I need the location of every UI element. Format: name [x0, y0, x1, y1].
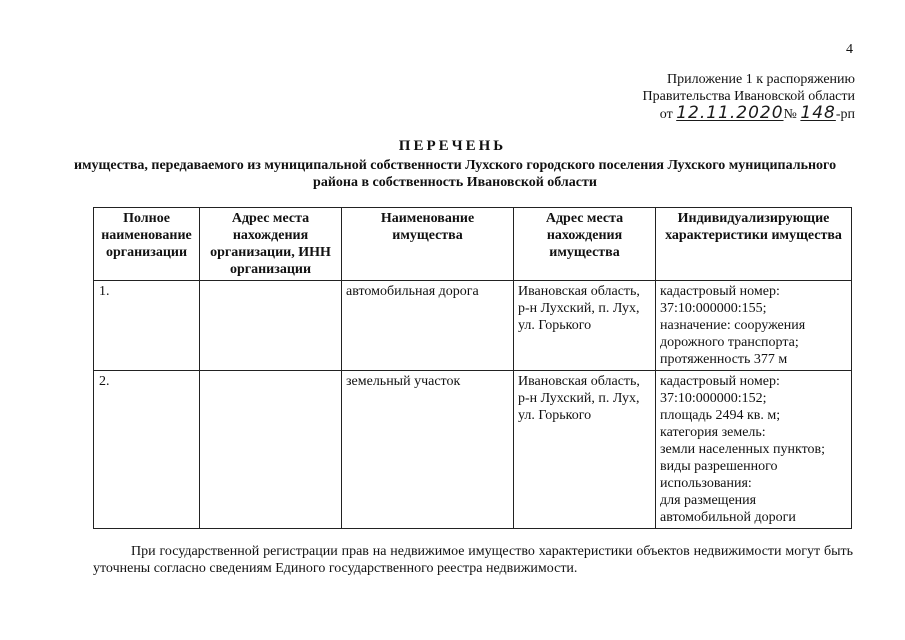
characteristic-line: использования:: [660, 476, 752, 491]
characteristics-cell: [656, 281, 852, 371]
characteristic-line: 37:10:000000:155;: [660, 301, 767, 316]
appendix-block: [643, 71, 855, 123]
header-property-address: Адрес места нахождения имущества: [514, 208, 656, 281]
page-number: 4: [846, 42, 853, 57]
table-header-row: [94, 208, 852, 281]
characteristic-line: кадастровый номер:: [660, 374, 780, 389]
characteristic-line: протяженность 377 м: [660, 352, 788, 367]
handwritten-date: 12.11.2020: [676, 103, 784, 123]
header-org-name: Полное наименование организации: [94, 208, 200, 281]
document-title: ПЕРЕЧЕНЬ: [398, 138, 507, 154]
row-number: 2.: [94, 371, 200, 529]
characteristic-line: 37:10:000000:152;: [660, 391, 767, 406]
number-sign: №: [783, 107, 797, 122]
appendix-suffix: -рп: [835, 107, 855, 122]
property-name-cell: автомобильная дорога: [342, 281, 514, 371]
property-address-cell: Ивановская область, р-н Лухский, п. Лух, ул. Горького: [514, 371, 656, 529]
characteristic-line: кадастровый номер:: [660, 284, 780, 299]
header-characteristics: Индивидуализирующие характеристики имущества: [656, 208, 852, 281]
characteristic-line: категория земель:: [660, 425, 766, 440]
document-subtitle: имущества, передаваемого из муниципальной собственности Лухского городского поселения Лухского муниципального района в собственность Ивановской области: [73, 158, 837, 190]
appendix-date-line: [643, 105, 855, 123]
header-property-name: Наименование имущества: [342, 208, 514, 281]
characteristic-line: дорожного транспорта;: [660, 335, 799, 350]
table-row: [94, 281, 852, 371]
handwritten-number: 148: [800, 103, 836, 123]
row-number: 1.: [94, 281, 200, 371]
property-name-cell: земельный участок: [342, 371, 514, 529]
property-table: [93, 207, 852, 529]
characteristic-line: автомобильной дороги: [660, 510, 796, 525]
characteristic-line: для размещения: [660, 493, 757, 508]
characteristic-line: назначение: сооружения: [660, 318, 806, 333]
characteristic-line: земли населенных пунктов;: [660, 442, 826, 457]
org-address-cell: [200, 371, 342, 529]
appendix-line-1: Приложение 1 к распоряжению: [667, 72, 855, 87]
characteristic-line: площадь 2494 кв. м;: [660, 408, 781, 423]
org-address-cell: [200, 281, 342, 371]
header-org-address: Адрес места нахождения организации, ИНН организации: [200, 208, 342, 281]
footnote-paragraph: При государственной регистрации прав на недвижимое имущество характеристики объектов недвижимости могут быть уточнены согласно сведениям Единого государственного реестра недвижимости.: [93, 544, 853, 576]
appendix-prefix: от: [659, 107, 673, 122]
characteristics-cell: [656, 371, 852, 529]
table-row: [94, 371, 852, 529]
property-address-cell: Ивановская область, р-н Лухский, п. Лух, ул. Горького: [514, 281, 656, 371]
characteristic-line: виды разрешенного: [660, 459, 778, 474]
appendix-line-2: Правительства Ивановской области: [642, 89, 855, 104]
